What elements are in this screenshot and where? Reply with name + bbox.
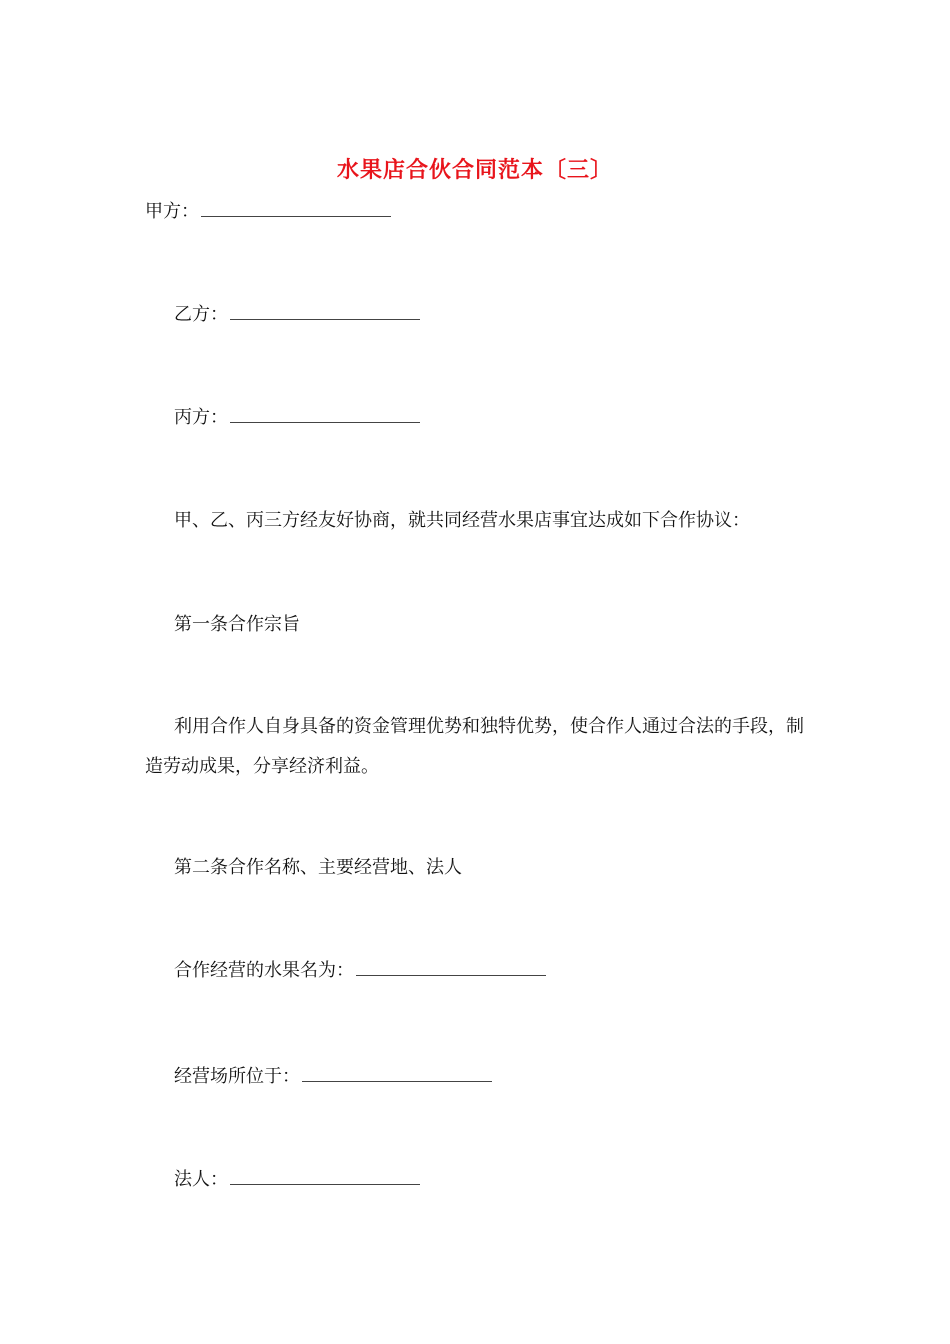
shop-name-line bbox=[174, 958, 546, 984]
legal-person-line bbox=[174, 1167, 420, 1193]
legal-person-label: 法人： bbox=[174, 1169, 228, 1190]
party-b-label: 乙方： bbox=[174, 304, 228, 325]
shop-name-blank[interactable] bbox=[356, 961, 546, 976]
article-1-text: 利用合作人自身具备的资金管理优势和独特优势，使合作人通过合法的手段，制造劳动成果，分享经济利益。 bbox=[145, 716, 804, 777]
intro-paragraph: 甲、乙、丙三方经友好协商，就共同经营水果店事宜达成如下合作协议： bbox=[174, 510, 750, 531]
article-1-heading: 第一条合作宗旨 bbox=[174, 614, 300, 635]
document-title: 水果店合伙合同范本〔三〕 bbox=[336, 157, 613, 183]
party-a-blank[interactable] bbox=[201, 202, 391, 217]
party-b-blank[interactable] bbox=[230, 305, 420, 320]
shop-name-label: 合作经营的水果名为： bbox=[174, 960, 354, 981]
party-a-line bbox=[145, 199, 391, 225]
party-c-blank[interactable] bbox=[230, 408, 420, 423]
legal-person-blank[interactable] bbox=[230, 1170, 420, 1185]
location-line bbox=[174, 1064, 492, 1090]
article-2-heading: 第二条合作名称、主要经营地、法人 bbox=[174, 857, 462, 878]
location-blank[interactable] bbox=[302, 1067, 492, 1082]
party-c-label: 丙方： bbox=[174, 407, 228, 428]
party-b-line bbox=[174, 302, 420, 328]
party-c-line bbox=[174, 405, 420, 431]
location-label: 经营场所位于： bbox=[174, 1066, 300, 1087]
party-a-label: 甲方： bbox=[145, 201, 199, 222]
